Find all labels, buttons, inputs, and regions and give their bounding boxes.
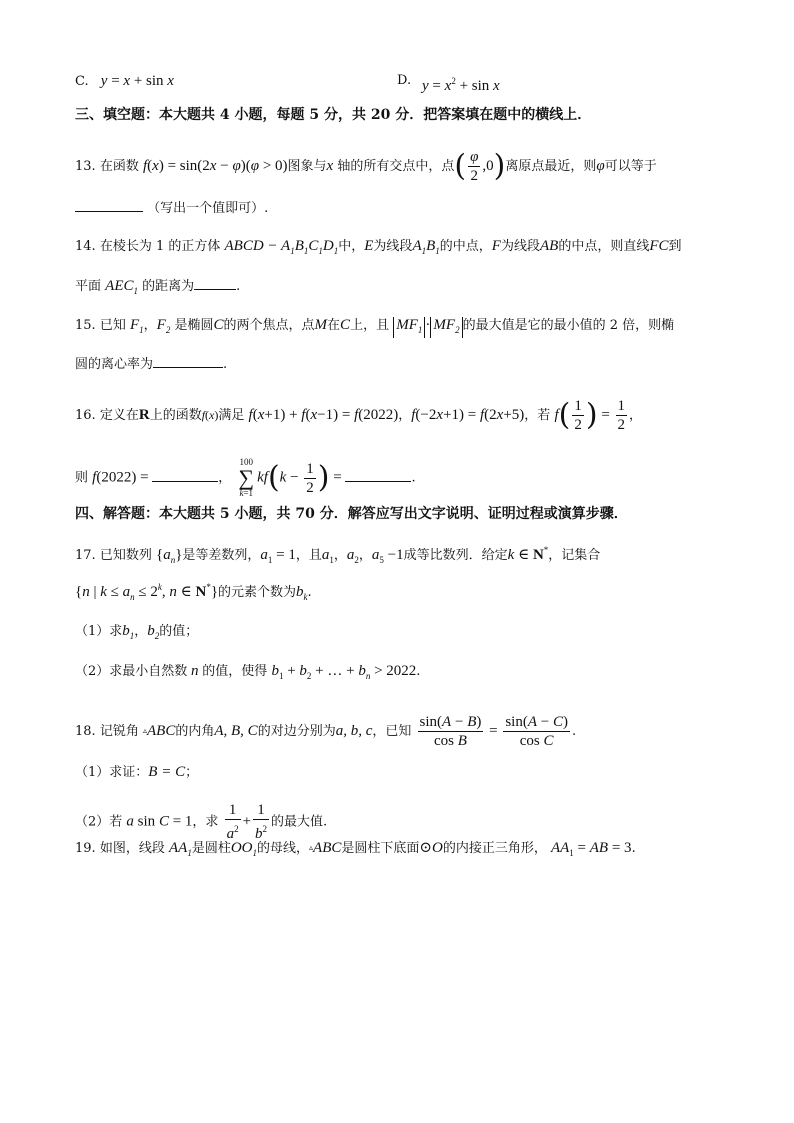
question-13-cont: （写出一个值即可）.: [75, 197, 722, 218]
question-number: 17.: [75, 548, 96, 563]
question-number: 19.: [75, 841, 96, 856]
answer-blank[interactable]: [194, 275, 236, 290]
option-c-label: C.: [75, 74, 89, 89]
options-row: C. y = x + sin x D. $y = x^2 + \sin x$: [75, 73, 500, 94]
question-17-part-2: （2）求最小自然数 n 的值，使得 $b_1 + b_2$ + … + $b_n > 2022$.: [75, 663, 421, 681]
question-number: 18.: [75, 724, 96, 739]
question-15-cont: 圆的离心率为 .: [75, 353, 722, 374]
question-number: 14.: [75, 239, 96, 254]
question-13: 13. 在函数 f(x) = sin(2x − φ)(φ > 0)图象与x 轴的所有交点中，点( $\frac{\varphi}{2}$ ,0)离原点最近，则φ可以等于: [75, 148, 657, 184]
question-number: 13.: [75, 159, 96, 174]
question-17: 17. 已知数列 $\{a_n\}$是等差数列，$a_1 = 1$，且$a_1$，$a_2$，$a_5 -1$成等比数列．给定k ∈ N*，记集合: [75, 545, 601, 565]
section-3-title: 三、填空题：本大题共 4 小题，每题 5 分，共 20 分．把答案填在题中的横线上．: [75, 107, 592, 123]
question-number: 15.: [75, 318, 96, 333]
question-18: 18. 记锐角 ▵ABC的内角A, B, C的对边分别为a, b, c，已知 $\frac{\sin(A - B)}{\text{cos B}}$ = $\frac{\sin(A - C)}{\text{cos C}}$ .: [75, 714, 577, 749]
question-18-part-2: （2）若 a sin C = 1，求 $\frac{1}{a^2}$ + $\frac{1}{b^2}$ 的最大值.: [75, 802, 328, 842]
answer-blank-2[interactable]: [345, 467, 411, 482]
option-d-label: D.: [397, 73, 412, 88]
section-4-title: 四、解答题：本大题共 5 小题，共 70 分．解答应写出文字说明、证明过程或演算步骤．: [75, 506, 628, 522]
question-17-part-1: （1）求$b_1$，$b_2$的值；: [75, 623, 199, 641]
answer-blank[interactable]: [153, 353, 223, 368]
answer-blank-1[interactable]: [152, 467, 218, 482]
question-16-cont: 则 f(2022) = ， 100 ∑ k=1kf(k − $\frac{1}{2}$ ) = .: [75, 457, 416, 498]
question-15: 15. 已知 $F_1$，$F_2$ 是椭圆C的两个焦点，点M在C上，且 $MF_1 \cdot MF_2$ 的最大值是它的最小值的 2 倍，则椭: [75, 316, 722, 339]
question-18-part-1: （1）求证：B = C；: [75, 764, 199, 780]
question-19: 19. 如图，线段 $AA_1$是圆柱$OO_1$的母线，▵ABC是圆柱下底面⊙O的内接正三角形， $AA_1$ = AB = 3.: [75, 840, 636, 858]
question-14: 14. 在棱长为 1 的正方体 ABCD − $A_1B_1C_1D_1$中，E为线段$A_1B_1$的中点，F为线段AB的中点，则直线FC到: [75, 238, 682, 256]
question-17-cont: {n | $k \le a_n \le 2^k$, n ∈ N*}的元素个数为$b_k$.: [75, 582, 312, 602]
question-16: 16. 定义在R上的函数f(x)满足 f(x+1) + f(x−1) = f(2022)，f(−2x+1) = f(2x+5)，若 f( $\frac{1}{2}$ ) = $\frac{1}{2}$ ，: [75, 397, 643, 433]
question-14-cont: 平面 $AEC_1$ 的距离为 .: [75, 275, 722, 300]
question-number: 16.: [75, 408, 96, 423]
answer-blank[interactable]: [75, 197, 143, 212]
